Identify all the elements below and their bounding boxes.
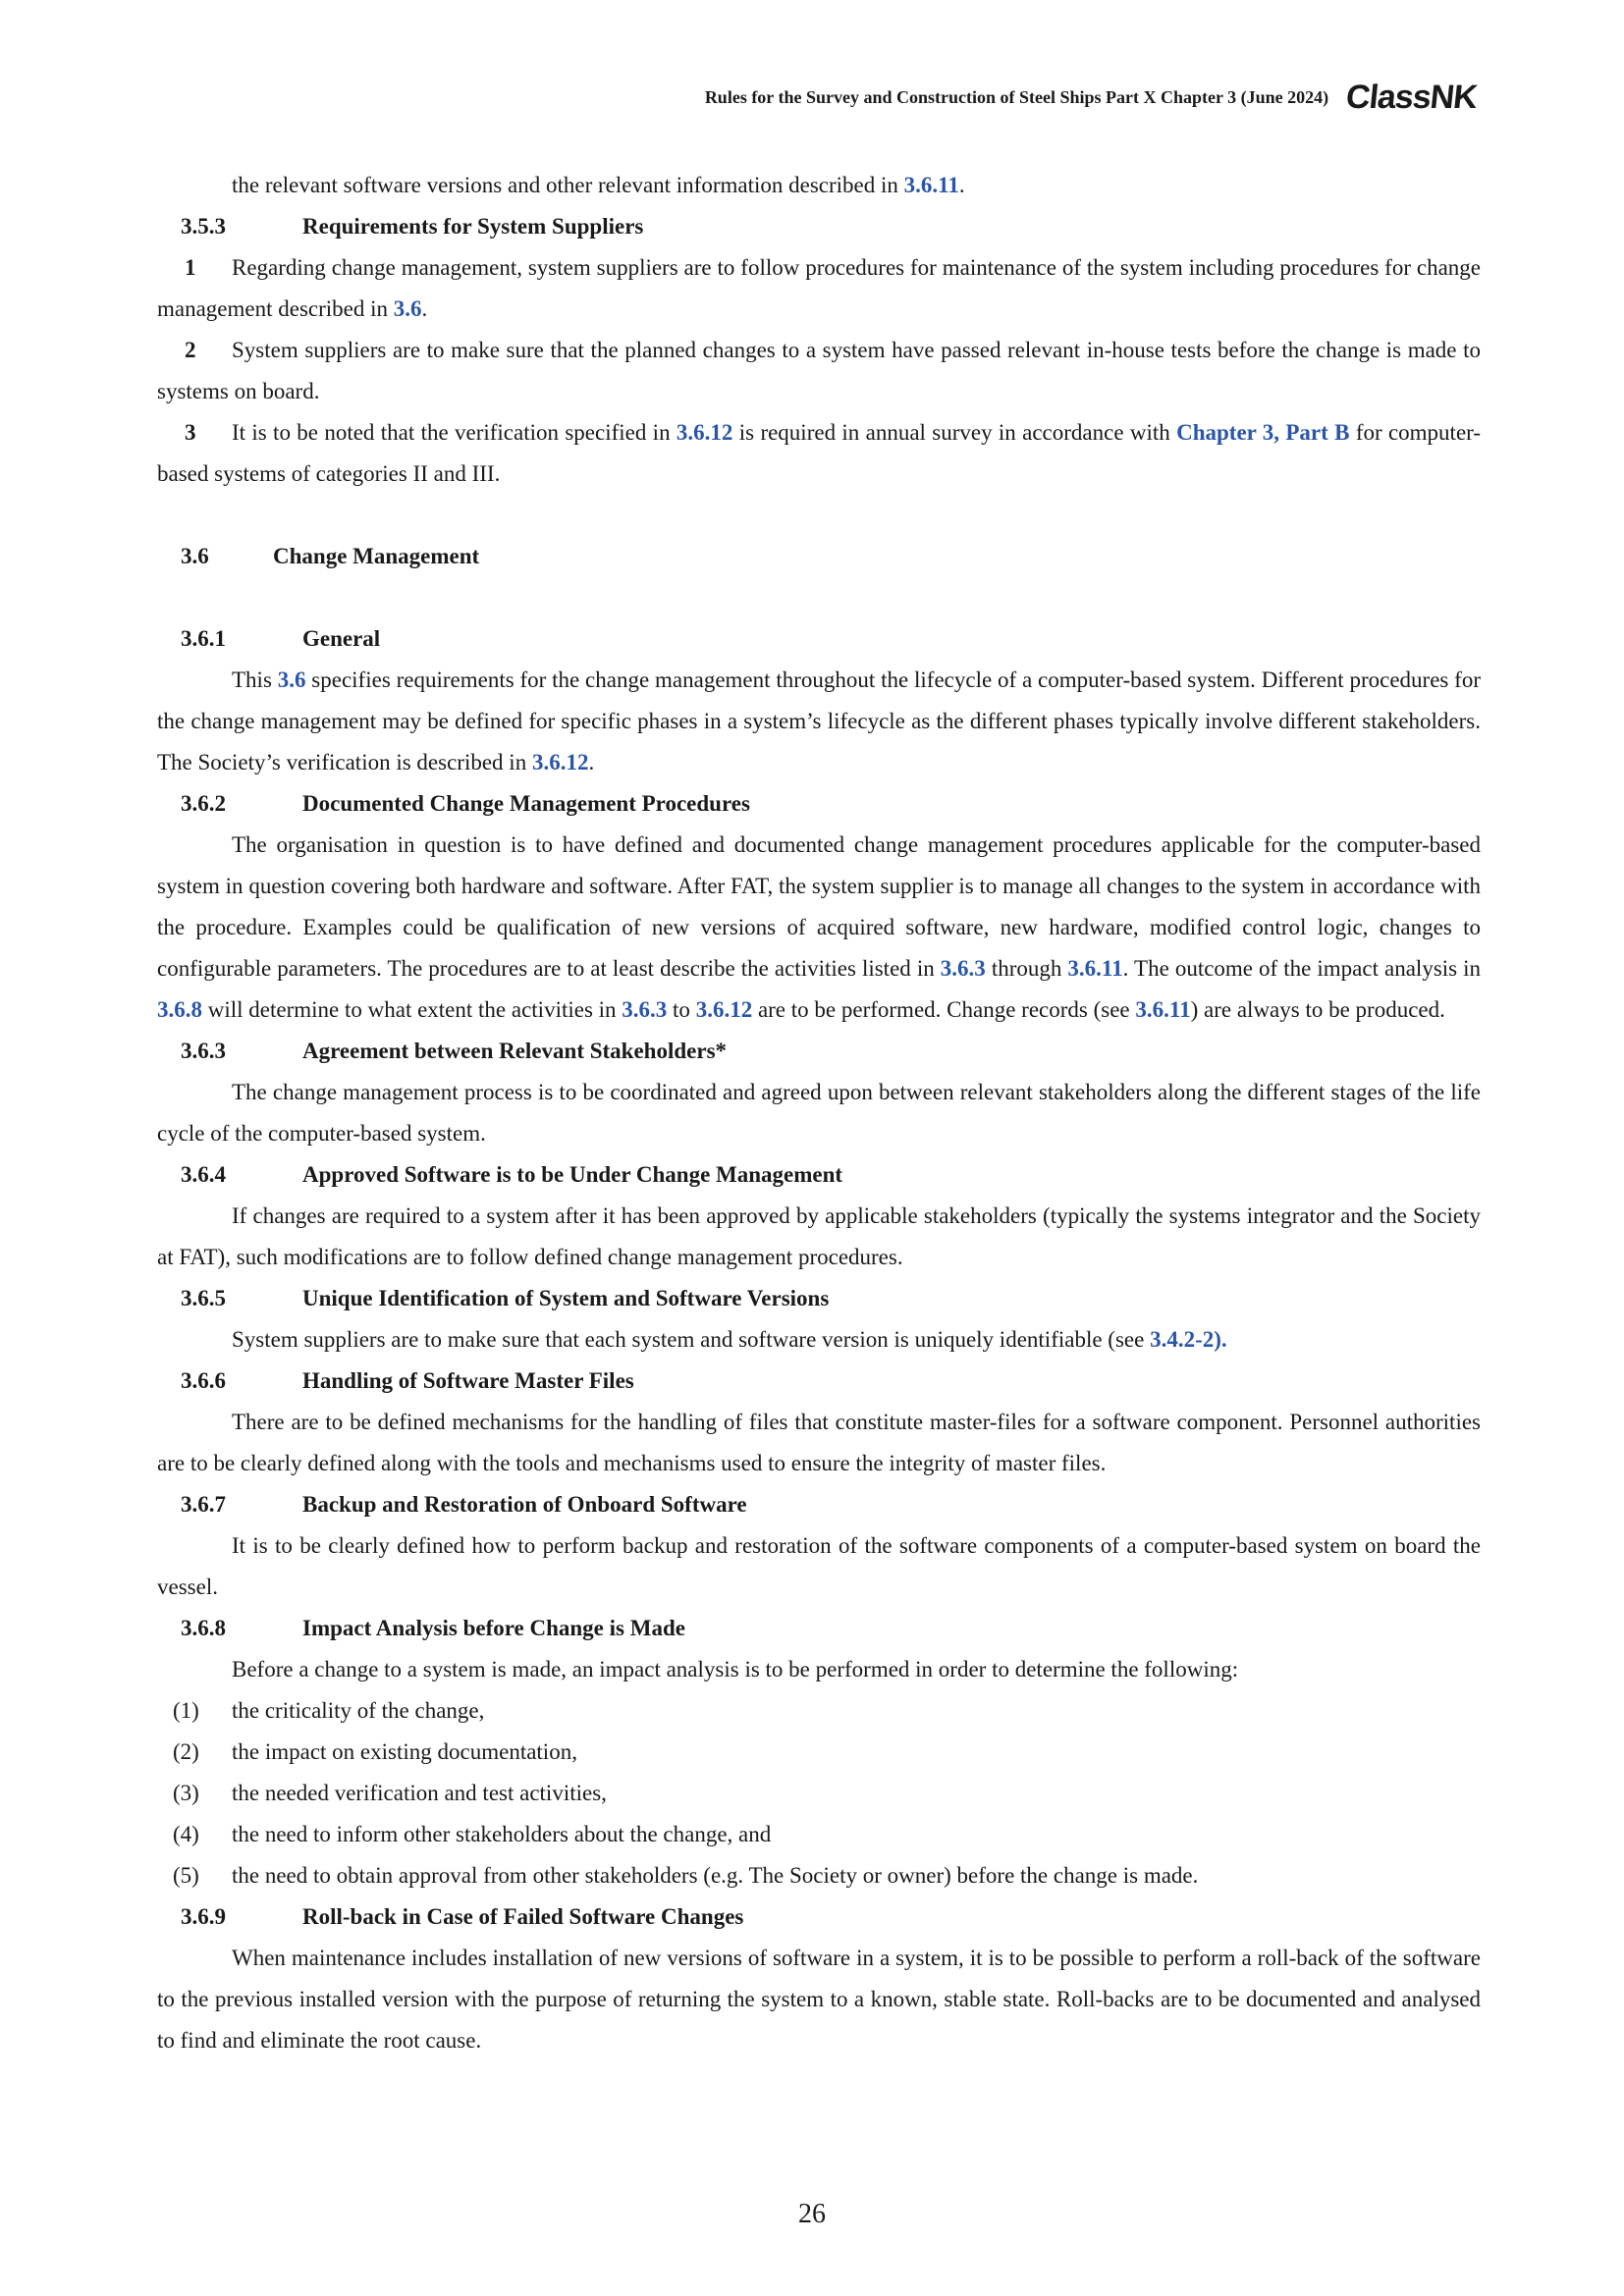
page-content — [157, 165, 1481, 2061]
section-heading-3-6-7: 3.6.7 Backup and Restoration of Onboard Software — [181, 1492, 747, 1517]
page-header — [704, 79, 1480, 117]
list-item: (2) the impact on existing documentation, — [173, 1739, 577, 1764]
section-heading-3-6-1: 3.6.1 General — [181, 626, 381, 651]
ref-link[interactable]: 3.6.11 — [903, 173, 959, 197]
list-item: (4) the need to inform other stakeholders about the change, and — [173, 1822, 772, 1846]
paragraph-3-6-4: If changes are required to a system after it has been approved by applicable stakeholders (typically the systems integrator and the Society at FAT), such modifications are to follow defined change management procedures. — [157, 1203, 1481, 1269]
paragraph-3-5-3-1: 1 Regarding change management, system suppliers are to follow procedures for maintenance of the system including procedures for change management described in 3.6. — [157, 255, 1481, 321]
intro-text: the relevant software versions and other relevant information described in — [232, 173, 898, 197]
paragraph-3-5-3-3: 3 It is to be noted that the verification specified in 3.6.12 is required in annual survey in accordance with Chapter 3, Part B for computer-based systems of categories II and III. — [157, 420, 1482, 486]
paragraph-3-6-7: It is to be clearly defined how to perform backup and restoration of the software components of a computer-based system on board the vessel. — [157, 1533, 1481, 1599]
paragraph-3-6-3: The change management process is to be coordinated and agreed upon between relevant stakeholders along the different stages of the life cycle of the computer-based system. — [157, 1080, 1481, 1146]
section-heading-3-6-8: 3.6.8 Impact Analysis before Change is Made — [181, 1616, 685, 1640]
ref-link[interactable]: 3.6.3 — [940, 956, 986, 981]
ref-link[interactable]: 3.6 — [277, 667, 306, 692]
list-item: (1) the criticality of the change, — [173, 1698, 485, 1723]
paragraph-3-6-2: The organisation in question is to have defined and documented change management procedures applicable for the computer-based system in question covering both hardware and software. After FAT, the system supplier is to manage all changes to the system in accordance with the procedure. Examples could be qualification of new versions of acquired software, new hardware, modified control logic, changes to configurable parameters. The procedures are to at least describe the activities listed in 3.6.3 through 3.6.11. The outcome of the impact analysis in 3.6.8 will determine to what extent the activities in 3.6.3 to 3.6.12 are to be performed. Change records (see 3.6.11) are always to be produced. — [157, 832, 1482, 1022]
section-heading-3-6: 3.6 Change Management — [181, 544, 480, 568]
ref-link[interactable]: 3.6.11 — [1067, 956, 1123, 981]
ref-link[interactable]: 3.6.8 — [157, 997, 202, 1022]
header-title: Rules for the Survey and Construction of Steel Ships Part X Chapter 3 (June 2024) — [704, 87, 1329, 107]
page-number: 26 — [798, 2199, 826, 2229]
paragraph-3-6-8: Before a change to a system is made, an impact analysis is to be performed in order to determine the following: — [232, 1657, 1239, 1682]
paragraph-3-6-9: When maintenance includes installation of new versions of software in a system, it is to be possible to perform a roll-back of the software to the previous installed version with the purpose of returning the system to a known, stable state. Roll-backs are to be documented and analysed to find and eliminate the root cause. — [157, 1946, 1481, 2053]
ref-link[interactable]: 3.6 — [393, 296, 422, 321]
ref-link[interactable]: 3.6.11 — [1135, 997, 1191, 1022]
intro-paragraph: the relevant software versions and other relevant information described in 3.6.11. — [232, 173, 965, 197]
section-heading-3-6-6: 3.6.6 Handling of Software Master Files — [181, 1368, 634, 1393]
ref-link[interactable]: 3.4.2-2). — [1150, 1327, 1227, 1352]
section-heading-3-6-5: 3.6.5 Unique Identification of System and Software Versions — [181, 1286, 830, 1310]
ref-link[interactable]: 3.6.3 — [622, 997, 668, 1022]
section-heading-3-5-3: 3.5.3 Requirements for System Suppliers — [181, 214, 644, 239]
ref-link[interactable]: 3.6.12 — [676, 420, 733, 445]
paragraph-3-6-6: There are to be defined mechanisms for the handling of files that constitute master-files for a software component. Personnel authorities are to be clearly defined along with the tools and mechanisms used to ensure the integrity of master files. — [157, 1410, 1481, 1475]
list-item: (3) the needed verification and test activities, — [173, 1781, 607, 1805]
ref-link[interactable]: 3.6.12 — [531, 750, 589, 774]
section-heading-3-6-3: 3.6.3 Agreement between Relevant Stakeholders* — [181, 1039, 728, 1063]
section-heading-3-6-9: 3.6.9 Roll-back in Case of Failed Software Changes — [181, 1904, 744, 1929]
ref-link[interactable]: Chapter 3, Part B — [1176, 420, 1350, 445]
paragraph-3-6-1: This 3.6 specifies requirements for the change management throughout the lifecycle of a computer-based system. Different procedures for the change management may be defined for specific phases in a system’s lifecycle as the different phases typically involve different stakeholders. The Society’s verification is described in 3.6.12. — [157, 667, 1481, 774]
classnk-logo: ClassNK — [1344, 79, 1480, 116]
paragraph-3-5-3-2: 2 System suppliers are to make sure that the planned changes to a system have passed relevant in-house tests before the change is made to systems on board. — [157, 338, 1481, 403]
section-heading-3-6-4: 3.6.4 Approved Software is to be Under Change Management — [181, 1162, 843, 1187]
ref-link[interactable]: 3.6.12 — [695, 997, 753, 1022]
paragraph-3-6-5: System suppliers are to make sure that each system and software version is uniquely identifiable (see 3.4.2-2). — [232, 1327, 1227, 1352]
section-heading-3-6-2: 3.6.2 Documented Change Management Procedures — [181, 791, 750, 816]
list-item: (5) the need to obtain approval from other stakeholders (e.g. The Society or owner) before the change is made. — [173, 1863, 1199, 1888]
